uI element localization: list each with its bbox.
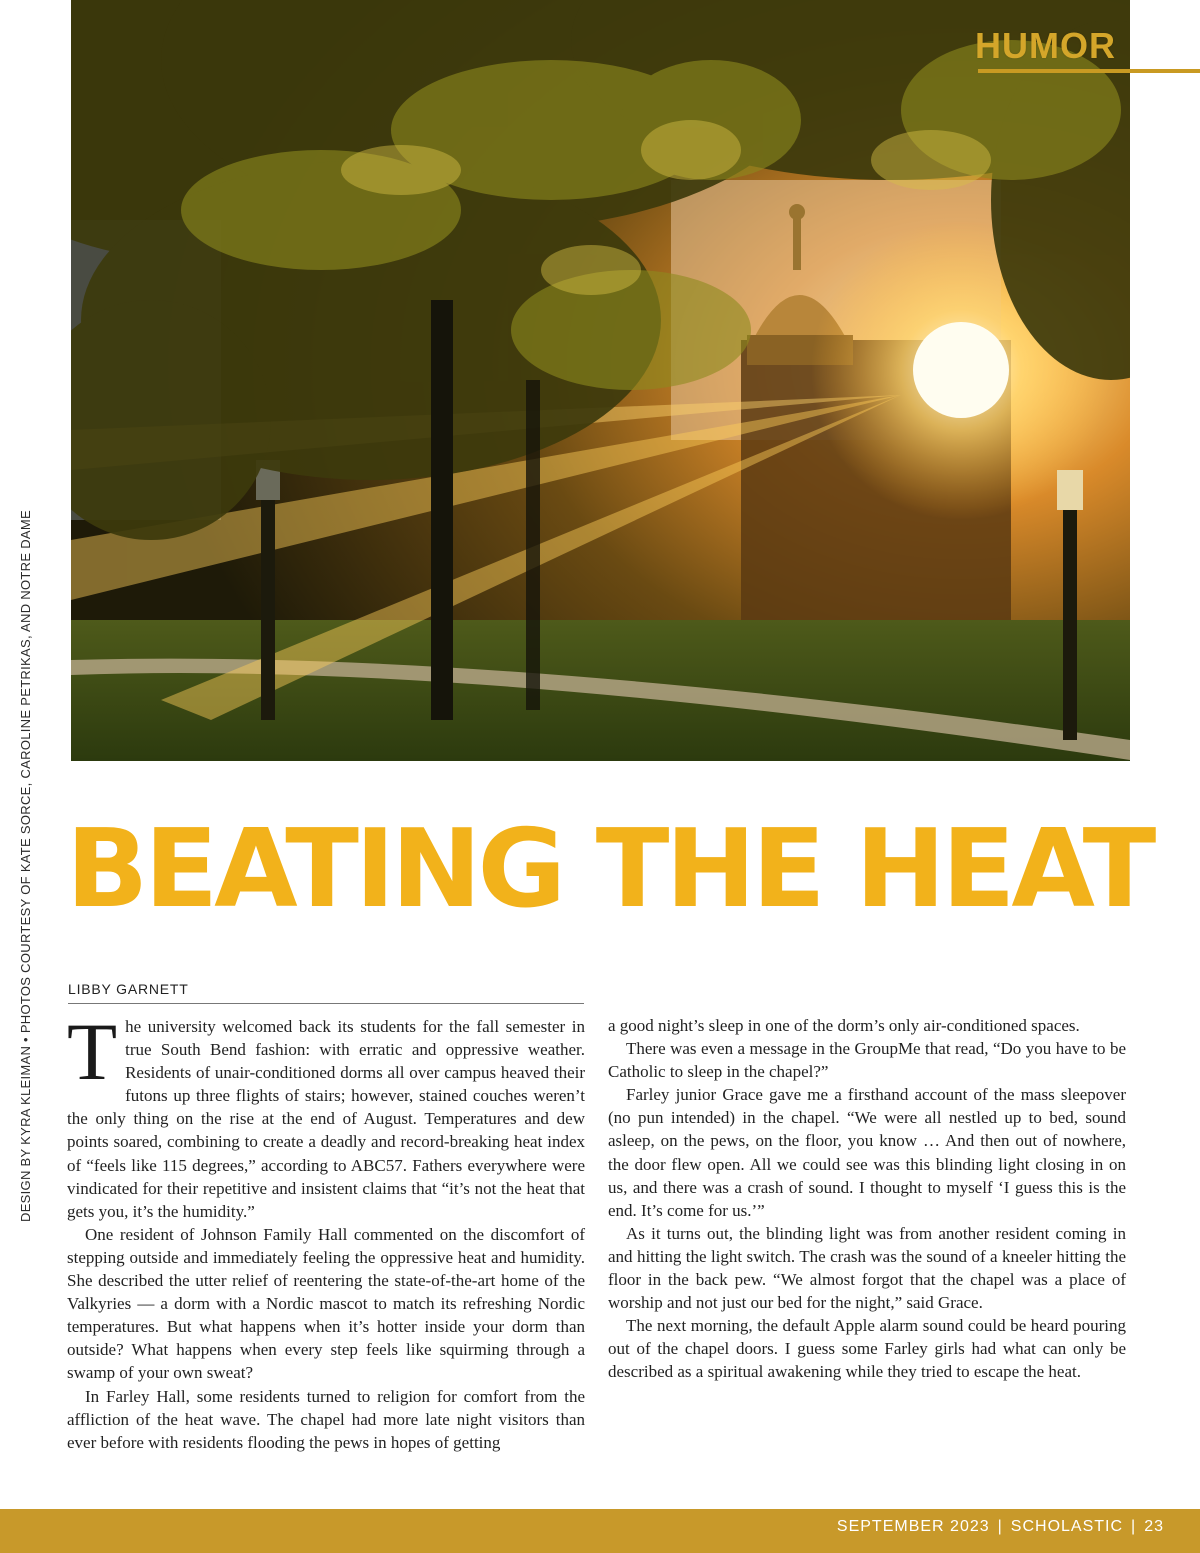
sunset-dome-image — [71, 0, 1130, 761]
article-paragraph: a good night’s sleep in one of the dorm’s only air-conditioned spaces. — [608, 1016, 1080, 1035]
article-paragraph: Farley junior Grace gave me a firsthand account of the mass sleepover (no pun intended) in the chapel. “We were all nestled up to bed, sound asleep, on the pews, on the floor, you know … And then out of nowhere, the door flew open. All we could see was this blinding light closing in on us, and there was a crash of sound. I thought to myself ‘I guess this is the end. It’s come for us.’” — [608, 1085, 1126, 1220]
article-paragraph: In Farley Hall, some residents turned to religion for comfort from the affliction of the heat wave. The chapel had more late night visitors than ever before with residents flooding the pews in hopes of getting — [67, 1386, 585, 1452]
article-paragraph: The next morning, the default Apple alarm sound could be heard pouring out of the chapel doors. I guess some Farley girls had what can only be described as a spiritual awakening while they tried to escape the heat. — [608, 1316, 1126, 1382]
footer-separator: | — [1131, 1518, 1137, 1535]
article-paragraph: There was even a message in the GroupMe that read, “Do you have to be Catholic to sleep in the chapel?” — [608, 1039, 1126, 1082]
hero-photo — [71, 0, 1130, 761]
section-rule — [978, 69, 1200, 73]
section-label: HUMOR — [975, 25, 1116, 66]
article-paragraph — [67, 1006, 585, 1223]
footer-publication: SCHOLASTIC — [1010, 1518, 1124, 1535]
article-paragraph: One resident of Johnson Family Hall commented on the discomfort of stepping outside and immediately feeling the oppressive heat and humidity. She described the utter relief of reentering the state-of-the-art home of the Valkyries — a dorm with a Nordic mascot to match its refreshing Nordic temperatures. But what happens when it’s hotter inside your dorm than outside? What happens when every step feels like squirming through a swamp of your own sweat? — [67, 1224, 585, 1383]
byline: LIBBY GARNETT — [68, 981, 584, 1004]
article-headline: BEATING THE HEAT — [66, 807, 1153, 932]
article-column-right — [608, 1014, 1126, 1384]
footer-issue: SEPTEMBER 2023 — [836, 1518, 990, 1535]
footer-separator: | — [997, 1518, 1003, 1535]
paragraph-text: he university welcomed back its students for the fall semester in true South Bend fashion: with erratic and oppressive weather. Residents of unair-conditioned dorms all over campus heaved their futons up three flights of stairs; however, stained couches weren’t the only thing on the rise at the end of August. Temperatures and dew points soared, combining to create a deadly and record-breaking heat index of “feels like 115 degrees,” according to ABC57. Fathers everywhere were vindicated for their repetitive and insistent claims that “it’s not the heat that gets you, it’s the humidity.” — [67, 1017, 585, 1221]
photo-credit: DESIGN BY KYRA KLEIMAN • PHOTOS COURTESY OF KATE SORCE, CAROLINE PETRIKAS, AND NOTRE DAME — [18, 510, 33, 1222]
page-footer — [837, 1518, 1164, 1536]
article-paragraph: As it turns out, the blinding light was from another resident coming in and hitting the light switch. The crash was the sound of a kneeler hitting the floor in the back pew. “We almost forgot that the chapel was a place of worship and not just our bed for the night,” said Grace. — [608, 1223, 1126, 1313]
page-number: 23 — [1144, 1518, 1164, 1535]
article-column-left — [67, 1006, 585, 1454]
drop-cap: T — [67, 1006, 118, 1097]
